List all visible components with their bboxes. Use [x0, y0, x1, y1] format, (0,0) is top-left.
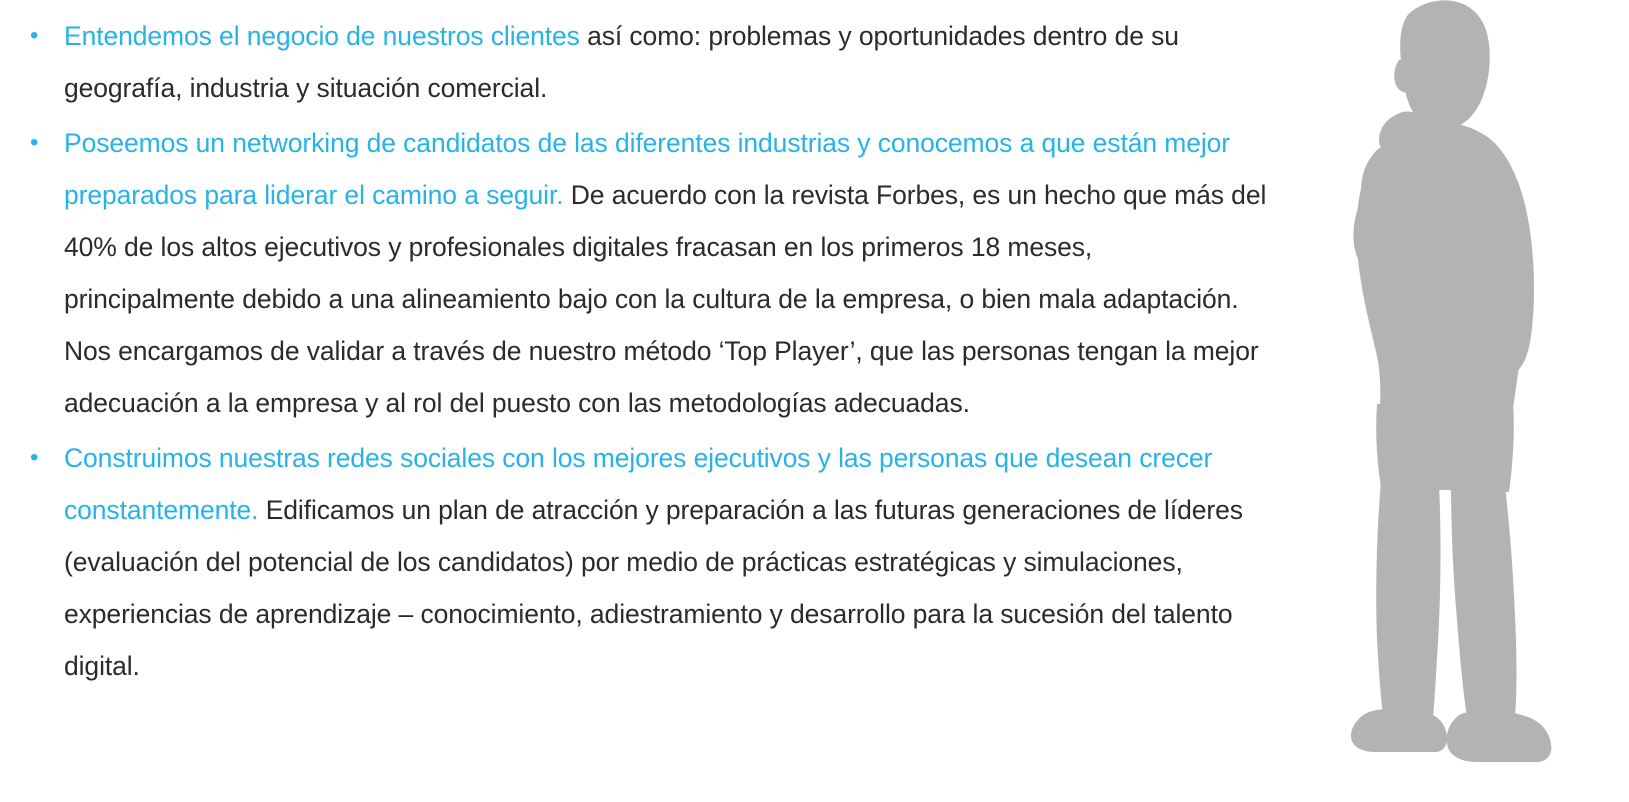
- bullet-2-text: De acuerdo con la revista Forbes, es un hecho que más del 40% de los altos ejecutivos y profesionales digitales fracasan en los primeros 18 meses, principalmente debido a una alineamiento bajo con la cultura de la empresa, o bien mala adaptación. Nos encargamos de validar a través de nuestro método ‘Top Player’, que las personas tengan la mejor adecuación a la empresa y al rol del puesto con las metodologías adecuadas.: [64, 180, 1267, 418]
- bullet-marker-icon: •: [30, 22, 39, 49]
- bullet-list: [18, 10, 1268, 692]
- bullet-content-block: [18, 10, 1268, 695]
- bullet-3-highlight: Construimos nuestras redes sociales con los mejores ejecutivos y las personas que desean crecer constantemente.: [64, 443, 1213, 525]
- businessman-silhouette-icon: [1311, 0, 1601, 770]
- list-item: [18, 10, 1268, 114]
- bullet-1-highlight: Entendemos el negocio de nuestros clientes: [64, 21, 580, 51]
- list-item: [18, 117, 1268, 429]
- bullet-marker-icon: •: [30, 444, 39, 471]
- list-item: [18, 432, 1268, 692]
- bullet-marker-icon: •: [30, 129, 39, 156]
- bullet-3-text: Edificamos un plan de atracción y preparación a las futuras generaciones de líderes (evaluación del potencial de los candidatos) por medio de prácticas estratégicas y simulaciones, experiencias de aprendizaje – conocimiento, adiestramiento y desarrollo para la sucesión del talento digital.: [64, 495, 1243, 681]
- bullet-2-highlight: Poseemos un networking de candidatos de las diferentes industrias y conocemos a que están mejor preparados para liderar el camino a seguir.: [64, 128, 1231, 210]
- bullet-1-text: así como: problemas y oportunidades dentro de su geografía, industria y situación comercial.: [64, 21, 1179, 103]
